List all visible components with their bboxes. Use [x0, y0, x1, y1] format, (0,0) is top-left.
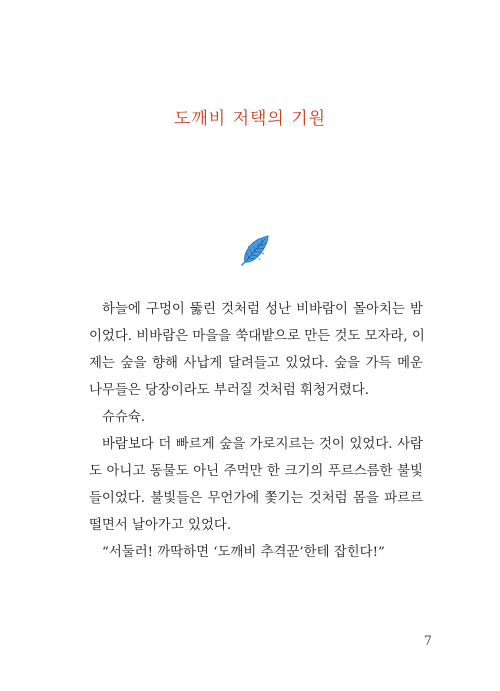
text-line: 바람보다 더 빠르게 숲을 가로지르는 것이 있었다. 사람 [102, 437, 423, 452]
paragraph-1 [89, 296, 423, 404]
text-line: 이었다. 비바람은 마을을 쑥대밭으로 만든 것도 모자라, 이 [89, 329, 425, 344]
page-number: 7 [423, 634, 432, 649]
chapter-title: 도깨비 저택의 기원 [173, 109, 327, 129]
text-line: 떨면서 날아가고 있었다. [89, 518, 232, 533]
text-line: 제는 숲을 향해 사납게 달려들고 있었다. 숲을 가득 메운 [89, 356, 423, 371]
text-line: “서둘러! 까딱하면 ‘도깨비 추격꾼’한테 잡힌다!” [102, 545, 385, 560]
paragraph-3 [89, 431, 423, 539]
text-line: 슈슈슉. [102, 410, 146, 425]
text-line: 도 아니고 동물도 아닌 주먹만 한 크기의 푸르스름한 불빛 [89, 464, 423, 479]
paragraph-2 [89, 404, 423, 431]
text-line: 나무들은 당장이라도 부러질 것처럼 휘청거렸다. [89, 383, 369, 398]
paragraph-4 [89, 539, 423, 566]
text-line: 들이었다. 불빛들은 무언가에 쫓기는 것처럼 몸을 파르르 [89, 491, 423, 506]
body-text [89, 296, 423, 566]
text-line: 하늘에 구멍이 뚫린 것처럼 성난 비바람이 몰아치는 밤 [102, 302, 423, 317]
leaf-ornament-icon [236, 234, 272, 268]
